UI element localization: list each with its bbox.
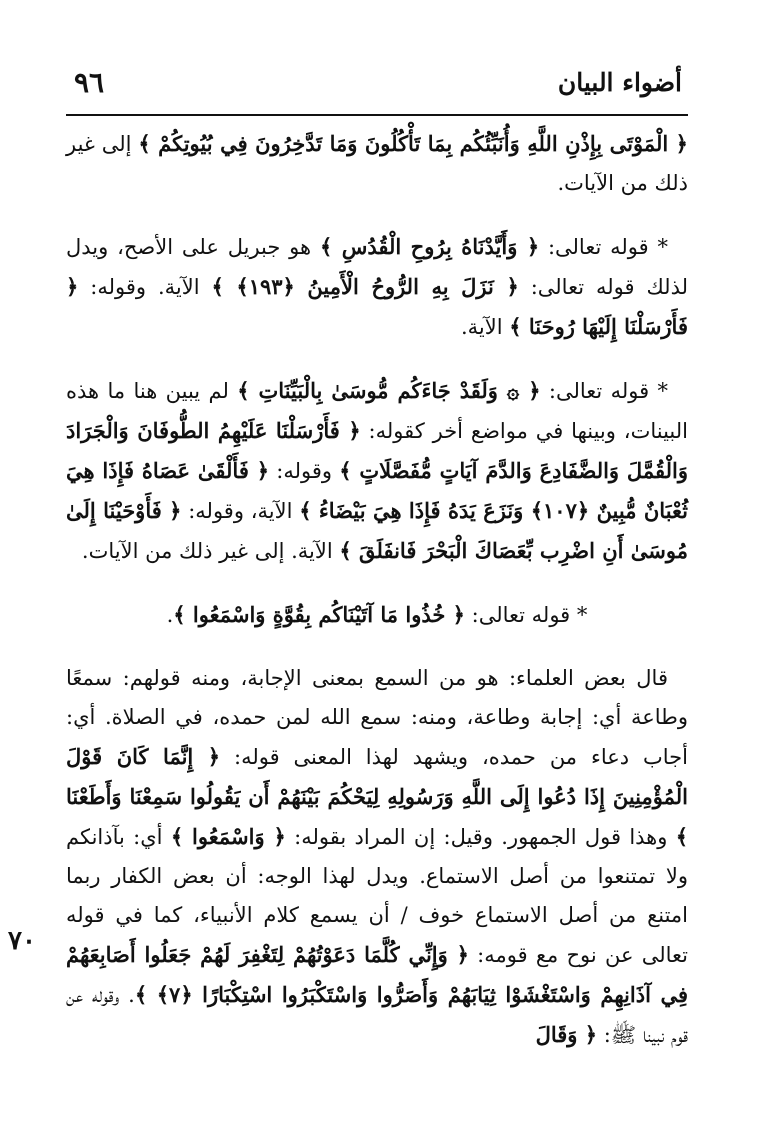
text-run: . — [166, 603, 174, 627]
quran-verse: ﴿ وَإِنِّي كُلَّمَا دَعَوْتُهُمْ لِتَغْفِرَ لَهُمْ جَعَلُوا أَصَابِعَهُمْ فِي آذَانِهِمْ وَاسْتَغْشَوْا ثِيَابَهُمْ وَأَصَرُّوا وَاسْتَكْبَرُوا اسْتِكْبَارًا ﴿٧﴾ ﴾ — [66, 942, 689, 1007]
page-number: ٩٦ — [74, 66, 105, 99]
quran-verse: ﴿ وَاسْمَعُوا ﴾ — [170, 824, 286, 849]
spacer — [66, 347, 688, 371]
section-lead: * قوله تعالى: — [464, 603, 588, 627]
text-run: الآية، وقوله: — [181, 499, 300, 523]
text-run: الآية. — [460, 315, 510, 339]
quran-verse: ﴿ الْمَوْتَى بِإِذْنِ اللَّهِ وَأُنَبِّئُكُم بِمَا تَأْكُلُونَ وَمَا تَدَّخِرُونَ فِي بُيُوتِكُمْ ﴾ — [138, 131, 688, 156]
quran-verse: ﴿ فَأَلْقَىٰ عَصَاهُ فَإِذَا هِيَ ثُعْبَانٌ مُّبِينٌ ﴿١٠٧﴾ وَنَزَعَ يَدَهُ فَإِذَا هِيَ بَيْضَاءُ ﴾ — [66, 458, 689, 523]
text-run: هو جبريل على الأصح، ويدل لذلك قوله تعالى: — [66, 235, 688, 299]
text-run: وقوله: — [269, 459, 340, 483]
text-run: لم يبين هنا ما هذه البينات، وبينها في مواضع أخر كقوله: — [66, 379, 688, 443]
quran-verse: ﴿ فَأَرْسَلْنَا إِلَيْهَا رُوحَنَا ﴾ — [66, 274, 688, 339]
section-lead: * قوله تعالى: — [539, 235, 668, 259]
margin-page-marker: ٧٠ — [8, 926, 36, 956]
book-title: أضواء البيان — [557, 68, 682, 97]
text-run: . وقوله عن قوم نبينا ﷺ: — [66, 983, 688, 1047]
text-run: الآية. وقوله: — [78, 275, 212, 299]
text-run: إلى غير ذلك من الآيات. — [66, 132, 688, 195]
text-run: قال بعض العلماء: هو من السمع بمعنى الإجابة، ومنه قولهم: سمعًا وطاعة أي: إجابة وطاعة، ومنه: سمع الله لمن حمده، في الصلاة. أي: أجاب دعاء من حمده، ويشهد لهذا المعنى قوله: — [66, 666, 689, 769]
paragraph-1 — [66, 124, 688, 203]
main-text — [66, 124, 688, 1079]
text-run: الآية. إلى غير ذلك من الآيات. — [81, 539, 340, 563]
paragraph-4 — [66, 595, 688, 635]
quran-verse: ﴿ فَأَرْسَلْنَا عَلَيْهِمُ الطُّوفَانَ وَالْجَرَادَ وَالْقُمَّلَ وَالضَّفَادِعَ وَالدَّمَ آيَاتٍ مُّفَصَّلَاتٍ ﴾ — [66, 418, 688, 483]
paragraph-2 — [66, 227, 688, 347]
paragraph-3 — [66, 371, 688, 571]
quran-verse: ﴿ وَقَالَ — [535, 1022, 598, 1047]
quran-verse: ﴿ ۞ وَلَقَدْ جَاءَكُم مُّوسَىٰ بِالْبَيِّنَاتِ ﴾ — [237, 378, 541, 403]
quran-verse: ﴿ خُذُوا مَا آتَيْنَاكُم بِقُوَّةٍ وَاسْمَعُوا ﴾ — [173, 602, 465, 627]
section-lead: * قوله تعالى: — [540, 379, 669, 403]
quran-verse: ﴿ نَزَلَ بِهِ الرُّوحُ الْأَمِينُ ﴿١٩٣﴾ ﴾ — [211, 274, 519, 299]
quran-verse: ﴿ فَأَوْحَيْنَا إِلَىٰ مُوسَىٰ أَنِ اضْرِب بِّعَصَاكَ الْبَحْرَ فَانفَلَقَ ﴾ — [66, 498, 688, 563]
text-run: أي: بآذانكم ولا تمتنعوا من أصل الاستماع. ويدل لهذا الوجه: أن بعض الكفار ربما امتنع من أصل الاستماع خوف / أن يسمع كلام الأنبياء، كما في قوله تعالى عن نوح مع قومه: — [66, 825, 688, 967]
paragraph-5 — [66, 659, 688, 1055]
quran-verse: ﴿ إِنَّمَا كَانَ قَوْلَ الْمُؤْمِنِينَ إِذَا دُعُوا إِلَى اللَّهِ وَرَسُولِهِ لِيَحْكُمَ بَيْنَهُمْ أَن يَقُولُوا سَمِعْنَا وَأَطَعْنَا ﴾ — [66, 744, 689, 849]
quran-verse: ﴿ وَأَيَّدْنَاهُ بِرُوحِ الْقُدُسِ ﴾ — [319, 234, 540, 259]
text-run: وهذا قول الجمهور. وقيل: إن المراد بقوله: — [285, 825, 676, 849]
page-header — [66, 64, 688, 116]
